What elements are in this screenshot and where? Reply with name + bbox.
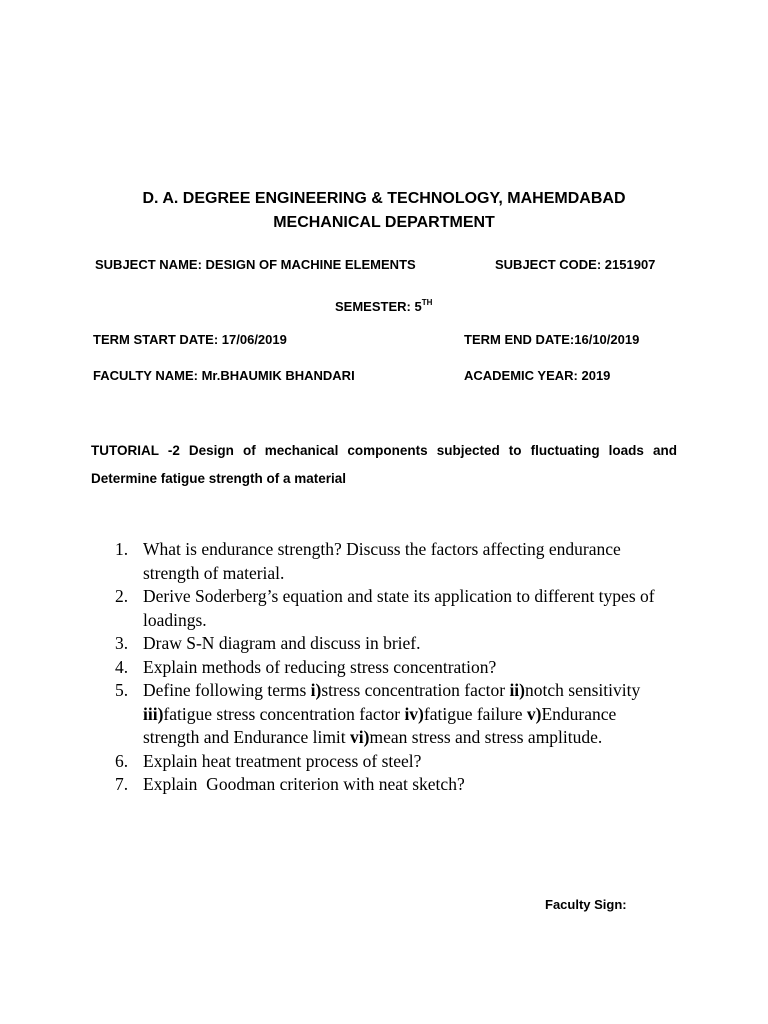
question-text: Explain Goodman criterion with neat sketch?	[143, 774, 465, 794]
question-text: Explain methods of reducing stress concentration?	[143, 656, 497, 677]
question-number: 2.	[115, 586, 129, 606]
term-marker: vi)	[350, 727, 370, 747]
faculty-name: FACULTY NAME: Mr.BHAUMIK BHANDARI	[93, 368, 355, 383]
institution-title: D. A. DEGREE ENGINEERING & TECHNOLOGY, MAHEMDABAD	[142, 190, 626, 207]
semester-suffix: TH	[421, 298, 433, 307]
term-marker: iii)	[143, 703, 164, 724]
department-title: MECHANICAL DEPARTMENT	[273, 214, 495, 231]
tutorial-heading: TUTORIAL -2 Design of mechanical components subjected to fluctuating loads and Determine fatigue strength of a material	[91, 443, 677, 486]
question-item	[115, 632, 675, 656]
question-text: What is endurance strength? Discuss the factors affecting endurance strength of material.	[143, 539, 621, 583]
question-number: 1.	[115, 539, 129, 559]
question-intro: Define following terms	[143, 680, 311, 700]
term-marker: iv)	[404, 703, 424, 724]
term-start-date: TERM START DATE: 17/06/2019	[93, 332, 287, 347]
term-end-date: TERM END DATE:16/10/2019	[464, 332, 640, 347]
question-text: Explain heat treatment process of steel?	[143, 750, 422, 771]
question-item	[115, 538, 675, 585]
term-text: fatigue failure	[423, 703, 527, 724]
subject-code: SUBJECT CODE: 2151907	[495, 257, 656, 272]
term-text: stress concentration factor	[321, 680, 510, 700]
academic-year: ACADEMIC YEAR: 2019	[464, 368, 611, 383]
semester-label: SEMESTER: 5	[335, 299, 422, 314]
term-text: notch sensitivity	[525, 680, 641, 700]
question-list	[115, 538, 675, 797]
term-marker: ii)	[509, 680, 525, 700]
term-marker: i)	[310, 680, 322, 700]
question-item	[115, 679, 675, 750]
subject-name: SUBJECT NAME: DESIGN OF MACHINE ELEMENTS	[95, 257, 416, 272]
term-text: Endurance strength and Endurance limit	[143, 703, 617, 747]
question-item	[115, 656, 675, 680]
question-text: Draw S-N diagram and discuss in brief.	[143, 633, 421, 653]
question-number: 4.	[115, 656, 129, 677]
term-text: mean stress and stress amplitude.	[369, 727, 603, 747]
question-number: 6.	[115, 750, 129, 771]
term-marker: v)	[526, 703, 542, 724]
semester	[335, 298, 432, 314]
question-item	[115, 750, 675, 774]
question-number: 3.	[115, 633, 129, 653]
question-item	[115, 585, 675, 632]
question-number: 5.	[115, 680, 129, 700]
question-text: Derive Soderberg’s equation and state its application to different types of loadings.	[143, 586, 655, 630]
term-text: fatigue stress concentration factor	[163, 703, 405, 724]
faculty-sign-label: Faculty Sign:	[545, 897, 627, 912]
question-number: 7.	[115, 774, 129, 794]
question-item	[115, 773, 675, 797]
